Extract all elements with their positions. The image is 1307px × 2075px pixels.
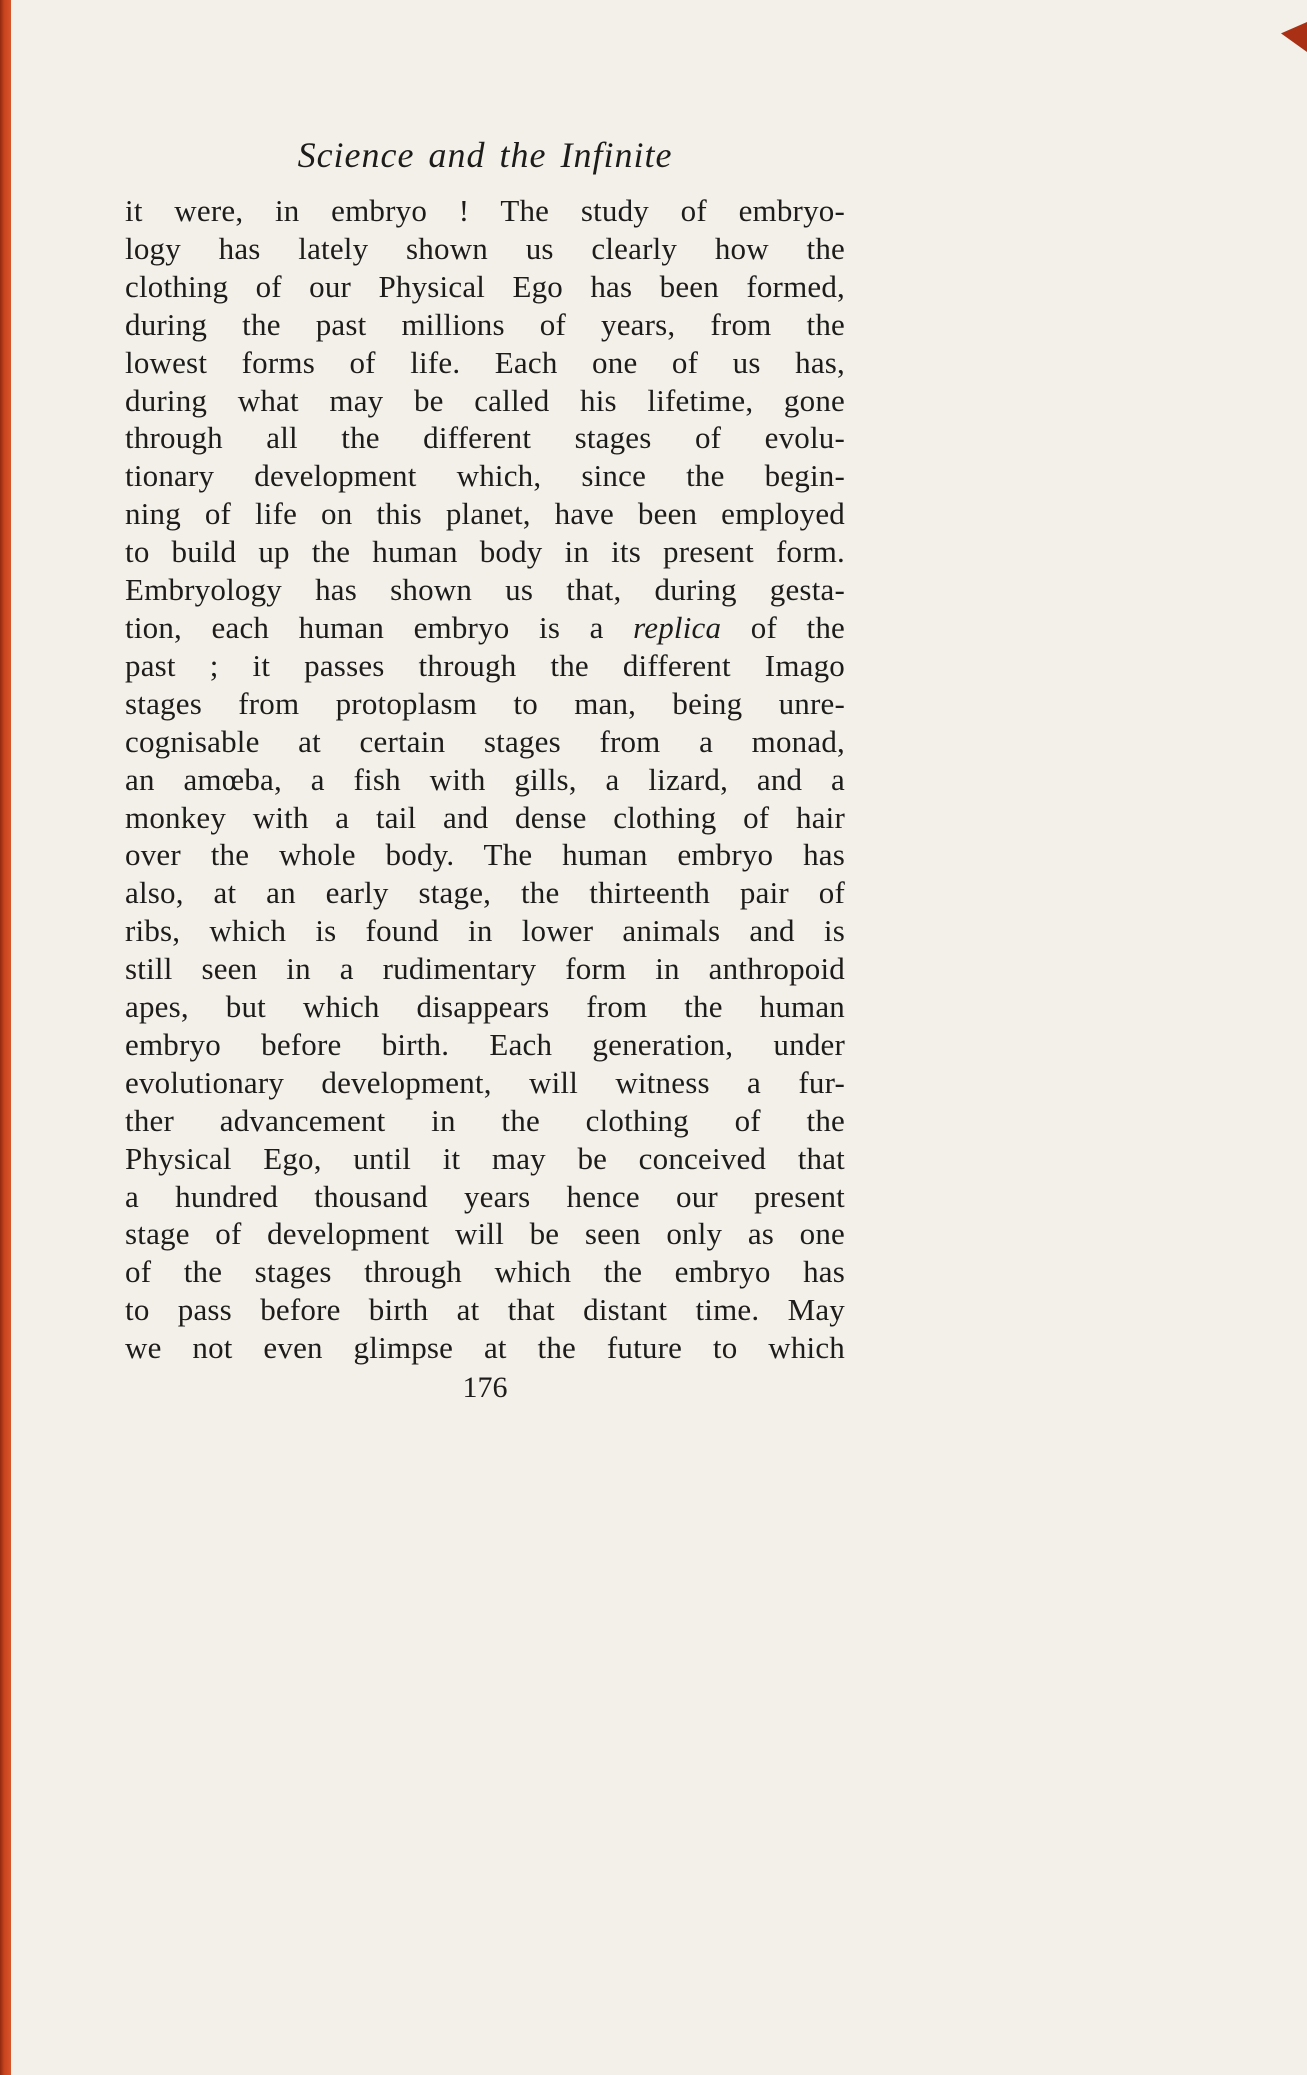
text-line: through all the different stages of evolu- xyxy=(125,420,845,456)
text-line: Physical Ego, until it may be conceived that xyxy=(125,1140,845,1176)
text-line: cognisable at certain stages from a monad, xyxy=(125,723,845,759)
text-line: it were, in embryo ! The study of embryo- xyxy=(125,193,845,228)
text-line: embryo before birth. Each generation, under xyxy=(125,1026,845,1062)
text-line: ther advancement in the clothing of the xyxy=(125,1102,845,1138)
text-line: clothing of our Physical Ego has been formed, xyxy=(125,268,845,304)
page-number: 176 xyxy=(462,1371,508,1405)
text-line: lowest forms of life. Each one of us has, xyxy=(125,344,845,380)
text-line: to pass before birth at that distant time. May xyxy=(125,1292,845,1328)
text-line: over the whole body. The human embryo has xyxy=(125,837,845,873)
text-line: past ; it passes through the different Imago xyxy=(125,647,845,683)
text-line: during what may be called his lifetime, gone xyxy=(125,382,845,418)
text-line: still seen in a rudimentary form in anthropoid xyxy=(125,951,845,987)
text-line: tionary development which, since the begin- xyxy=(125,458,845,494)
text-line: Embryology has shown us that, during gesta- xyxy=(125,572,845,608)
text-line: to build up the human body in its present form. xyxy=(125,534,845,570)
text-line: apes, but which disappears from the human xyxy=(125,989,845,1025)
text-line: tion, each human embryo is a replica of the xyxy=(125,609,845,645)
text-line: stage of development will be seen only as one xyxy=(125,1216,845,1252)
text-line: ning of life on this planet, have been employed xyxy=(125,496,845,532)
text-line: an amœba, a fish with gills, a lizard, and a xyxy=(125,761,845,797)
text-line: of the stages through which the embryo has xyxy=(125,1254,845,1290)
text-line: also, at an early stage, the thirteenth pair of xyxy=(125,875,845,911)
text-line: a hundred thousand years hence our present xyxy=(125,1178,845,1214)
text-line: ribs, which is found in lower animals and is xyxy=(125,913,845,949)
text-line: we not even glimpse at the future to which xyxy=(125,1330,845,1366)
text-line: evolutionary development, will witness a fur- xyxy=(125,1064,845,1100)
text-line: logy has lately shown us clearly how the xyxy=(125,230,845,266)
body-text xyxy=(125,192,845,1367)
red-corner-mark xyxy=(1281,22,1307,52)
page-left-edge-strip xyxy=(0,0,11,2075)
page-title: Science and the Infinite xyxy=(297,135,673,175)
text-line: stages from protoplasm to man, being unre- xyxy=(125,685,845,721)
text-line: during the past millions of years, from the xyxy=(125,306,845,342)
text-line: monkey with a tail and dense clothing of hair xyxy=(125,799,845,835)
page-content xyxy=(125,130,845,1407)
